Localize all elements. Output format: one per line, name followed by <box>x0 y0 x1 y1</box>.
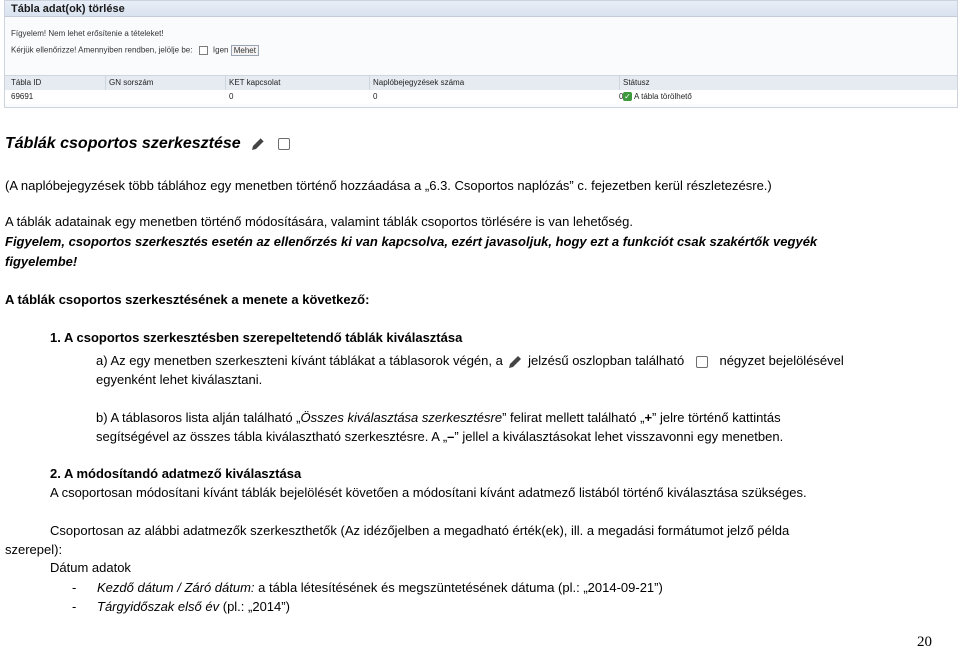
checkbox-icon <box>696 356 708 368</box>
confirm-question: Kérjük ellenőrizze! Amennyiben rendben, jelölje be: <box>11 45 193 55</box>
date-data-title: Dátum adatok <box>50 560 131 575</box>
cell-status <box>623 90 692 104</box>
warning-text: Fígyelem! Nem lehet erősítenie a tételeket! <box>11 29 164 38</box>
section-heading-text: Táblák csoportos szerkesztése <box>5 135 241 152</box>
section-heading <box>5 134 290 153</box>
date-item-2-text: (pl.: „2014”) <box>219 599 290 614</box>
col-log-count[interactable]: Naplóbejegyzések száma <box>373 78 465 87</box>
list-item <box>72 578 76 597</box>
pencil-icon <box>506 353 524 371</box>
col-ket[interactable]: KET kapcsolat <box>229 78 281 87</box>
step-1b-line-2 <box>96 427 783 446</box>
fields-line-2: szerepel): <box>5 542 63 557</box>
paragraph-2: A táblák adatainak egy menetben történő módosítására, valamint táblák csoportos törlésére is van lehetőség. <box>5 214 633 229</box>
fields-line-1: Csoportosan az alábbi adatmezők szerkeszthetők (Az idézőjelben a megadható érték(ek), ill. a megadási formátumot jelző példa <box>50 523 790 538</box>
step-1-title: 1. A csoportos szerkesztésben szerepeltetendő táblák kiválasztása <box>50 330 463 345</box>
step-1a-line-1 <box>96 351 844 371</box>
step-1b-text-1: b) A táblasoros lista alján található „ <box>96 410 301 425</box>
step-1b-text-3: ” jelre történő kattintás <box>652 410 781 425</box>
col-gn[interactable]: GN sorszám <box>109 78 154 87</box>
checkbox-icon <box>278 138 290 150</box>
col-table-id[interactable]: Tábla ID <box>11 78 42 87</box>
cell-ket: 0 <box>373 92 378 101</box>
step-1b-text-5: ” jellel a kiválasztásokat lehet visszavonni egy menetben. <box>454 429 784 444</box>
cell-table-id: 69691 <box>11 92 34 101</box>
pencil-icon <box>249 135 267 153</box>
step-1a-text-3: négyzet bejelölésével <box>719 353 844 368</box>
step-1a-text-1: a) Az egy menetben szerkeszteni kívánt táblákat a táblasorok végén, a <box>96 353 503 368</box>
paragraph-1: (A naplóbejegyzések több táblához egy menetben történő hozzáadása a „6.3. Csoportos naplózás” c. fejezetben kerül részletezésre.) <box>5 178 772 193</box>
date-item-1-text: a tábla létesítésének és megszüntetésének dátuma (pl.: „2014-09-21”) <box>254 580 663 595</box>
step-1b-line-1 <box>96 408 781 427</box>
step-1b-italic: Összes kiválasztása szerkesztésre <box>300 410 503 425</box>
delete-table-screenshot <box>4 0 958 108</box>
bullet: - <box>72 599 77 614</box>
warning-line-2: figyelembe! <box>5 254 78 269</box>
date-item-2 <box>97 597 290 616</box>
warning-line-1: Figyelem, csoportos szerkesztés esetén az ellenőrzés ki van kapcsolva, ezért javasoljuk, hogy ezt a funkciót csak szakértők vegyék <box>5 234 818 249</box>
grid-header <box>5 75 958 91</box>
step-2-text: A csoportosan módosítani kívánt táblák bejelölését követően a módosítani kívánt adatmező listából történő kiválasztása szükséges. <box>50 485 807 500</box>
step-1a-line-2: egyenként lehet kiválasztani. <box>96 372 263 387</box>
step-2-title: 2. A módosítandó adatmező kiválasztása <box>50 466 302 481</box>
dialog-title: Tábla adat(ok) törlése <box>5 1 958 17</box>
page-number: 20 <box>917 634 932 650</box>
steps-title: A táblák csoportos szerkesztésének a menete a következő: <box>5 292 370 307</box>
confirm-checkbox[interactable] <box>199 46 208 55</box>
confirm-row <box>11 45 259 56</box>
list-item <box>72 597 76 616</box>
plus-sign: + <box>644 410 653 425</box>
date-item-1 <box>97 578 663 597</box>
step-1a-text-2: jelzésű oszlopban található <box>528 353 685 368</box>
step-1b-text-2: ” felirat mellett található „ <box>502 410 645 425</box>
cell-gn: 0 <box>229 92 234 101</box>
step-1b-text-4: segítségével az összes tábla kiválasztható szerkesztésre. A „ <box>96 429 448 444</box>
confirm-checkbox-label: Igen <box>212 45 229 55</box>
date-item-2-label: Tárgyidőszak első év <box>97 599 220 614</box>
status-text: A tábla törölhető <box>634 92 692 101</box>
date-item-1-label: Kezdő dátum / Záró dátum: <box>97 580 255 595</box>
check-icon: ✓ <box>624 92 631 102</box>
go-button[interactable]: Mehet <box>231 45 259 56</box>
minus-sign: – <box>447 429 455 444</box>
cell-log-count: 0 <box>619 92 624 101</box>
table-row <box>5 90 958 104</box>
col-status[interactable]: Státusz <box>623 78 650 87</box>
bullet: - <box>72 580 77 595</box>
